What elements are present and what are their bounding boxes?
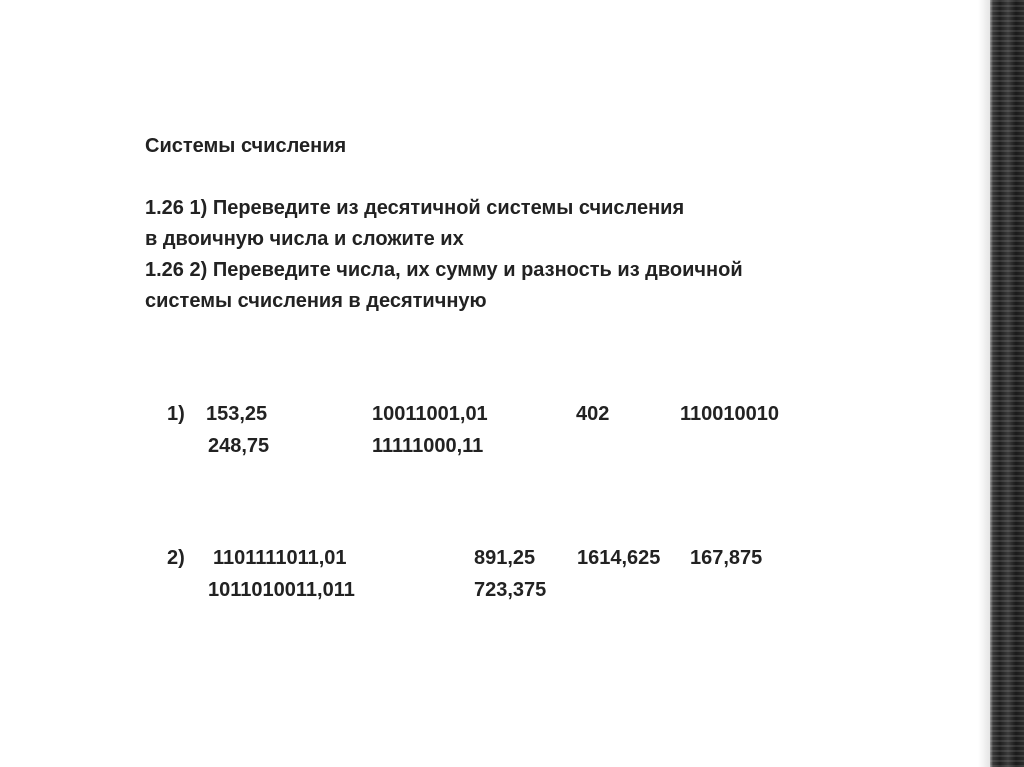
- task-line-1: 1.26 1) Переведите из десятичной системы счисления: [145, 197, 685, 219]
- task-line-4: системы счисления в десятичную: [145, 290, 487, 312]
- task2-row1-value-3: 1614,625: [577, 547, 661, 569]
- task-line-3: 1.26 2) Переведите числа, их сумму и разность из двоичной: [145, 259, 743, 281]
- task1-row1-value-3: 402: [576, 403, 610, 425]
- task1-row2-value-1: 248,75: [208, 435, 270, 457]
- slide-title: Системы счисления: [145, 135, 347, 157]
- task1-row2-value-2: 11111000,11: [372, 435, 484, 457]
- task2-row1-value-2: 891,25: [474, 547, 536, 569]
- task2-row1-value-1: 1101111011,01: [213, 547, 347, 569]
- slide-edge-decoration: [990, 0, 1024, 767]
- task2-row2-value-1: 1011010011,011: [208, 579, 355, 601]
- task2-row2-value-2: 723,375: [474, 579, 547, 601]
- slide-edge-shadow: [978, 0, 990, 767]
- line-gap: [145, 162, 743, 193]
- slide-text-block: [145, 131, 743, 317]
- task2-row1-value-4: 167,875: [690, 547, 763, 569]
- task1-row1-value-2: 10011001,01: [372, 403, 488, 425]
- task1-label: 1): [167, 403, 185, 425]
- task1-row1-value-1: 153,25: [206, 403, 268, 425]
- task-line-2: в двоичную числа и сложите их: [145, 228, 464, 250]
- task2-label: 2): [167, 547, 185, 569]
- task1-row1-value-4: 110010010: [680, 403, 780, 425]
